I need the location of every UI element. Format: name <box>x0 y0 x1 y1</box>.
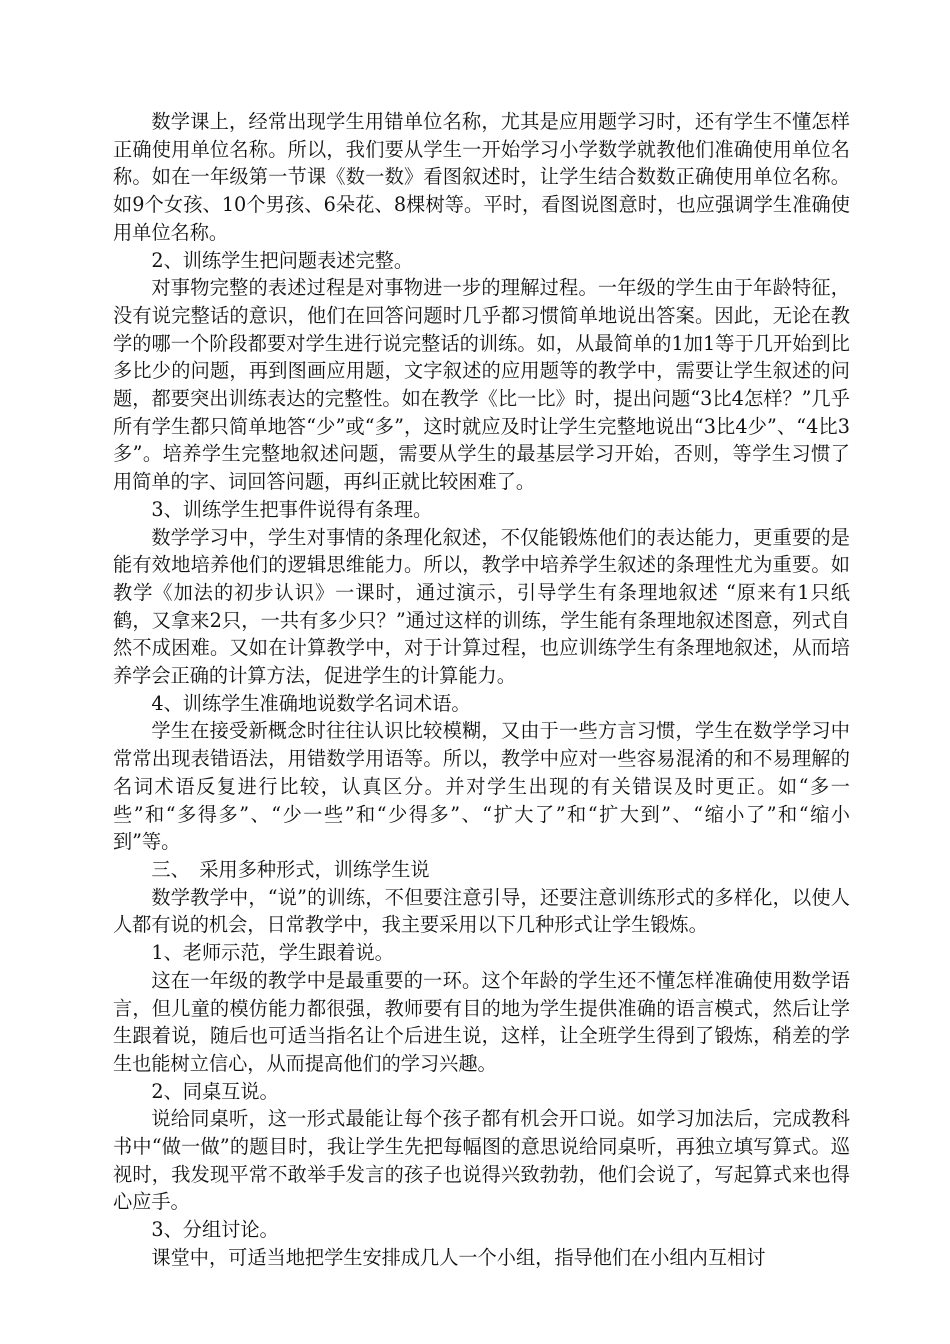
heading-math-terms: 4、训练学生准确地说数学名词术语。 <box>151 691 471 715</box>
paragraph-unit-names: 数学课上，经常出现学生用错单位名称，尤其是应用题学习时，还有学生不懂怎样正确使用单位名称。所以，我们要从学生一开始学习小学数学就教他们准确使用单位名称。如在一年级第一节课《数一数》看图叙述时，让学生结合数数正确使用单位名称。如9个女孩、10个男孩、6朵花、8棵树等。平时，看图说图意时，也应强调学生准确使用单位名称。 <box>113 110 850 244</box>
document-page <box>113 108 850 1272</box>
paragraph-teacher-demo: 这在一年级的教学中是最重要的一环。这个年龄的学生还不懂怎样准确使用数学语言，但儿童的模仿能力都很强，教师要有目的地为学生提供准确的语言模式，然后让学生跟着说，随后也可适当指名让个后进生说，这样，让全班学生得到了锻炼，稍差的学生也能树立信心，从而提高他们的学习兴趣。 <box>113 968 850 1075</box>
paragraph-group-discussion: 课堂中，可适当地把学生安排成几人一个小组，指导他们在小组内互相讨 <box>151 1245 766 1269</box>
heading-complete-expression: 2、训练学生把问题表述完整。 <box>151 248 414 272</box>
heading-teacher-demo: 1、老师示范，学生跟着说。 <box>151 941 394 965</box>
paragraph-math-terms: 学生在接受新概念时往往认识比较模糊，又由于一些方言习惯，学生在数学学习中常常出现表错语法，用错数学用语等。所以，教学中应对一些容易混淆的和不易理解的名词术语反复进行比较，认真区分。并对学生出现的有关错误及时更正。如“多一些”和“多得多”、“少一些”和“少得多”、“扩大了”和“扩大到”、“缩小了”和“缩小到”等。 <box>113 719 850 854</box>
heading-group-discussion: 3、分组讨论。 <box>151 1218 279 1242</box>
section-heading-multiple-forms: 三、 采用多种形式，训练学生说 <box>151 857 430 881</box>
paragraph-multiple-forms: 数学教学中，“说”的训练，不但要注意引导，还要注意训练形式的多样化，以使人人都有说的机会，日常教学中，我主要采用以下几种形式让学生锻炼。 <box>113 885 850 937</box>
heading-deskmate: 2、同桌互说。 <box>151 1079 279 1103</box>
paragraph-deskmate: 说给同桌听，这一形式最能让每个孩子都有机会开口说。如学习加法后，完成教科书中“做一做”的题目时，我让学生先把每幅图的意思说给同桌听，再独立填写算式。巡视时，我发现平常不敢举手发言的孩子也说得兴致勃勃，他们会说了，写起算式来也得心应手。 <box>113 1107 850 1214</box>
paragraph-complete-expression: 对事物完整的表述过程是对事物进一步的理解过程。一年级的学生由于年龄特征，没有说完整话的意识，他们在回答问题时几乎都习惯简单地说出答案。因此，无论在教学的哪一个阶段都要对学生进行说完整话的训练。如，从最简单的1加1等于几开始到比多比少的问题，再到图画应用题，文字叙述的应用题等的教学中，需要让学生叙述的问题，都要突出训练表达的完整性。如在教学《比一比》时，提出问题“3比4怎样？”几乎所有学生都只简单地答“少”或“多”，这时就应及时让学生完整地说出“3比4少”、“4比3多”。培养学生完整地叙述问题，需要从学生的最基层学习开始，否则，等学生习惯了用简单的字、词回答问题，再纠正就比较困难了。 <box>113 276 850 494</box>
paragraph-organized-speech: 数学学习中，学生对事情的条理化叙述，不仅能锻炼他们的表达能力，更重要的是能有效地培养他们的逻辑思维能力。所以，教学中培养学生叙述的条理性尤为重要。如教学《加法的初步认识》一课时，通过演示，引导学生有条理地叙述 “原来有1只纸鹤，又拿来2只，一共有多少只？”通过这样的训练，学生能有条理地叙述图意，列式自然不成困难。又如在计算教学中，对于计算过程，也应训练学生有条理地叙述，从而培养学会正确的计算方法，促进学生的计算能力。 <box>113 525 850 688</box>
heading-organized-speech: 3、训练学生把事件说得有条理。 <box>151 497 433 521</box>
